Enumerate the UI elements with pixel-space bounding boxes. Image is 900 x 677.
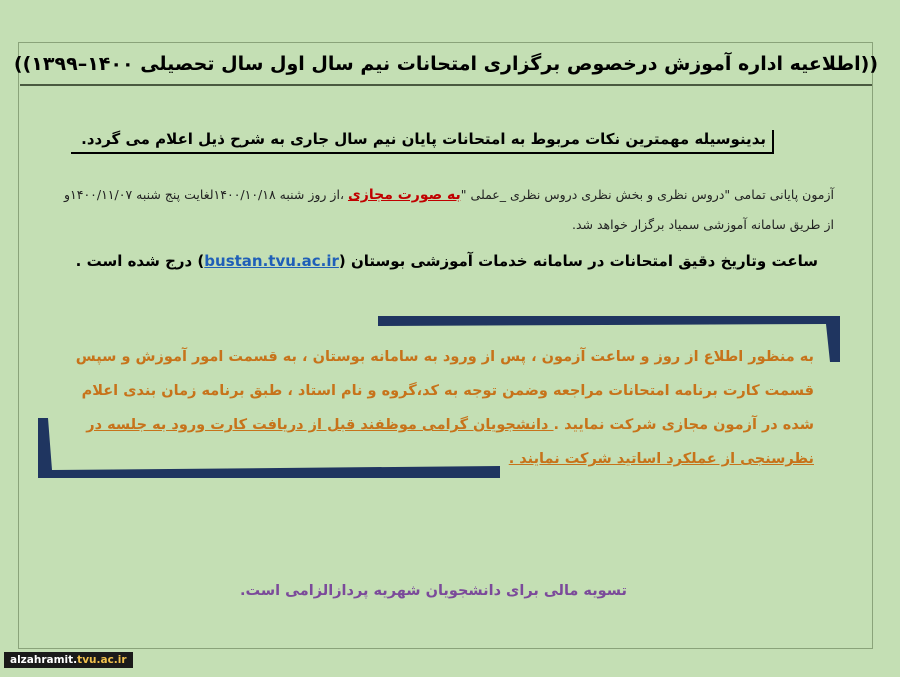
virtual-highlight: به صورت مجازی <box>347 187 461 203</box>
exam-paragraph-end: ،از روز شنبه ۱۴۰۰/۱۰/۱۸لغایت پنج شنبه ۱۴۰۰/۱۱/۰۷و از طریق سامانه آموزشی سمیاد برگزار خواهد شد. <box>63 187 834 232</box>
intro-text: بدینوسیله مهمترین نکات مربوط به امتحانات پایان نیم سال جاری به شرح ذیل اعلام می گردد. <box>71 130 774 154</box>
watermark-main: alzahramit. <box>10 654 78 666</box>
notice-part-2: دانشجویان گرامی موظفند قبل از دریافت کارت ورود به جلسه در نظرسنجی از عملکرد اساتید شرکت نمایند . <box>86 417 814 467</box>
site-watermark <box>4 652 133 668</box>
exam-times-line <box>76 252 818 270</box>
exam-paragraph-start: آزمون پایانی تمامی "دروس نظری و بخش نظری دروس نظری _عملی " <box>460 187 834 202</box>
payment-note: تسویه مالی برای دانشجویان شهریه پردازالزامی است. <box>240 583 627 599</box>
exam-times-start: ساعت وتاریخ دقیق امتحانات در سامانه خدمات آموزشی بوستان ( <box>338 252 818 270</box>
watermark-accent: tvu.ac.ir <box>77 654 127 666</box>
page-title: ((اطلاعیه اداره آموزش درخصوص برگزاری امتحانات نیم سال اول سال تحصیلی ۱۴۰۰–۱۳۹۹)) <box>20 44 872 86</box>
notice-part-1: به منظور اطلاع از روز و ساعت آزمون ، پس از ورود به سامانه بوستان ، به قسمت امور آموزش و سپس قسمت کارت برنامه امتحانات مراجعه وضمن توجه به کد،گروه و نام استاد ، طبق برنامه زمان بندی اعلام شده در آزمون مجازی شرکت نمایید . <box>75 349 814 433</box>
notice-text <box>54 340 814 476</box>
exam-times-end: ) درج شده است . <box>75 252 205 270</box>
exam-paragraph <box>54 180 834 240</box>
bustan-link[interactable]: bustan.tvu.ac.ir <box>204 252 339 270</box>
